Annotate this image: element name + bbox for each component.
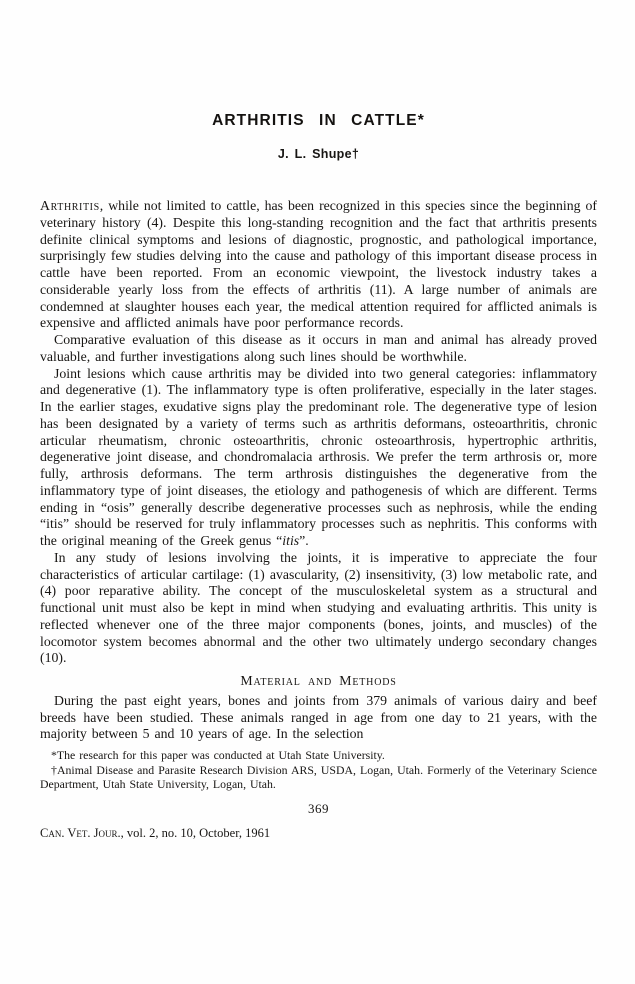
footnote-research: *The research for this paper was conducted at Utah State University. (51, 748, 385, 762)
article-author: J. L. Shupe† (277, 147, 360, 161)
footnote-affiliation: †Animal Disease and Parasite Research Division ARS, USDA, Logan, Utah. Formerly of the Veterinary Science Department, Utah State University, Logan, Utah. (40, 762, 597, 792)
journal-citation-rest: , vol. 2, no. 10, October, 1961 (120, 825, 271, 840)
paragraph-intro (40, 198, 597, 332)
lead-word: Arthritis (40, 198, 100, 213)
paragraph-joint-lesions-end: ”. (299, 533, 309, 548)
paragraph-joint-lesions-text: Joint lesions which cause arthritis may be divided into two general categories: inflammatory and degenerative (1). The inflammatory type is often proliferative, especially in the later stages. In the earlier stages, exudative signs play the predominant role. The degenerative type of lesion has been designated by a variety of terms such as arthritis deformans, osteoarthritis, chronic articular rheumatism, chronic osteoarthritis, chronic osteoarthrosis, hypertrophic arthritis, degenerative joint disease, and chondromalacia arthrosis. We prefer the term arthrosis or, more fully, arthrosis deformans. The term arthrosis distinguishes the degenerative from the inflammatory type of joint diseases, the etiology and pathogenesis of which are different. Terms ending in “osis” generally describe degenerative processes such as nephrosis, while the ending “itis” should be reserved for truly inflammatory processes such as nephritis. This conforms with the original meaning of the Greek genus “ (40, 365, 597, 548)
article-body (40, 198, 597, 743)
footnotes (40, 748, 597, 792)
article-title: ARTHRITIS IN CATTLE* (212, 112, 425, 129)
section-heading-material-methods: Material and Methods (240, 673, 397, 688)
page-number: 369 (308, 800, 329, 816)
paragraph-cartilage: In any study of lesions involving the joints, it is imperative to appreciate the four characteristics of articular cartilage: (1) avascularity, (2) insensitivity, (3) low metabolic rate, and (4) poor reparative ability. The concept of the musculoskeletal system as a structural and functional unit must also be kept in mind when studying and evaluating arthritis. This unity is reflected whenever one of the three major components (bones, joints, and muscles) of the locomotor system becomes abnormal and the other two ultimately undergo secondary changes (10). (40, 549, 597, 666)
paragraph-intro-text: , while not limited to cattle, has been recognized in this species since the beginning of veterinary history (4). Despite this long-standing recognition and the fact that arthritis presents definite clinical symptoms and lesions of diagnostic, prognostic, and pathological importance, surprisingly few studies delving into the cause and pathology of this important disease process in cattle have been reported. From an economic viewpoint, the livestock industry takes a considerable yearly loss from the effects of arthritis (11). A large number of animals are condemned at slaughter houses each year, the medical attention required for afflicted animals is expensive and afflicted animals have poor performance records. (40, 198, 597, 331)
journal-citation (40, 826, 597, 841)
paragraph-methods: During the past eight years, bones and joints from 379 animals of various dairy and beef breeds have been studied. These animals ranged in age from one day to 21 years, with the majority between 5 and 10 years of age. In the selection (40, 692, 597, 742)
paragraph-comparative: Comparative evaluation of this disease as it occurs in man and animal has already proved valuable, and further investigations along such lines should be worthwhile. (40, 332, 597, 364)
paragraph-joint-lesions (40, 366, 597, 550)
italic-term-itis: itis (282, 533, 300, 548)
journal-abbreviation: Can. Vet. Jour. (40, 825, 121, 840)
